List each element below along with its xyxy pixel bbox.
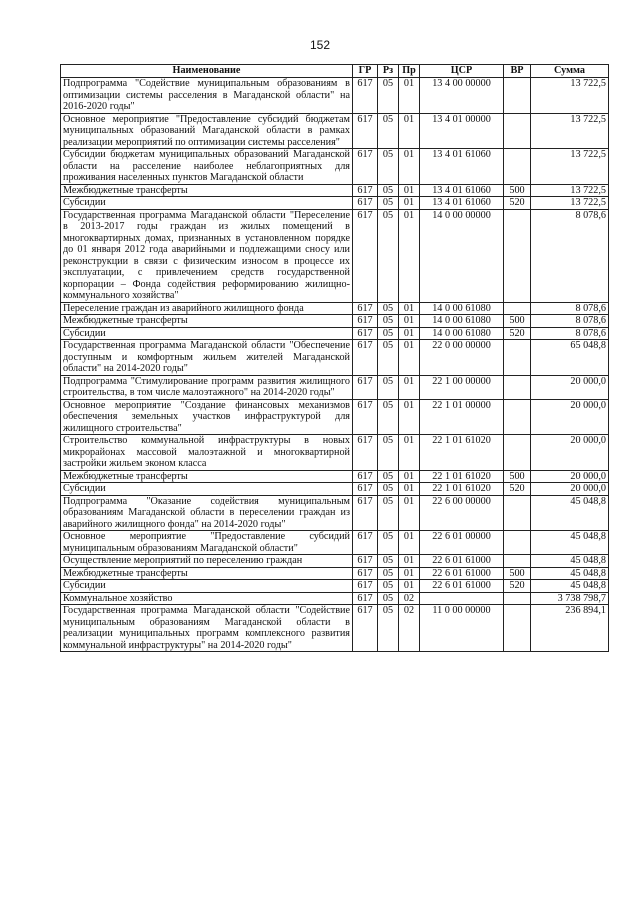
table-row [61,470,609,483]
table-row [61,302,609,315]
table-row [61,555,609,568]
cell-sum: 20 000,0 [531,399,609,435]
cell-pr: 01 [399,495,420,531]
cell-vr: 500 [504,184,531,197]
cell-vr: 520 [504,483,531,496]
cell-rz: 05 [378,302,399,315]
cell-pr: 01 [399,197,420,210]
cell-pr: 01 [399,399,420,435]
table-row [61,580,609,593]
table-row [61,78,609,114]
cell-vr [504,209,531,302]
cell-name: Межбюджетные трансферты [61,315,353,328]
cell-name: Строительство коммунальной инфраструктуры в новых микрорайонах массовой малоэтажной и многоквартирной застройки жильем эконом класса [61,435,353,471]
cell-sum: 8 078,6 [531,302,609,315]
table-row [61,531,609,555]
cell-pr: 01 [399,78,420,114]
cell-csr: 13 4 00 00000 [420,78,504,114]
cell-rz: 05 [378,531,399,555]
cell-csr: 22 6 01 61000 [420,567,504,580]
cell-rz: 05 [378,495,399,531]
cell-csr: 14 0 00 61080 [420,327,504,340]
cell-vr [504,340,531,376]
cell-name: Субсидии [61,327,353,340]
cell-gr: 617 [353,592,378,605]
cell-csr: 22 6 01 61000 [420,555,504,568]
cell-csr: 14 0 00 00000 [420,209,504,302]
cell-gr: 617 [353,184,378,197]
cell-pr: 01 [399,327,420,340]
cell-gr: 617 [353,531,378,555]
cell-gr: 617 [353,435,378,471]
table-row [61,435,609,471]
cell-name: Межбюджетные трансферты [61,184,353,197]
cell-vr [504,531,531,555]
cell-name: Основное мероприятие "Предоставление субсидий муниципальным образованиям Магаданской области" [61,531,353,555]
cell-gr: 617 [353,197,378,210]
cell-rz: 05 [378,184,399,197]
page-number: 152 [309,38,331,52]
cell-sum: 45 048,8 [531,531,609,555]
cell-vr [504,435,531,471]
cell-vr [504,113,531,149]
cell-name: Субсидии бюджетам муниципальных образований Магаданской области на расселение наиболее неблагоприятных для проживания населенных пунктов Магаданской области [61,149,353,185]
table-row [61,327,609,340]
cell-name: Государственная программа Магаданской области "Обеспечение доступным и комфортным жильем жителей Магаданской области" на 2014-2020 годы" [61,340,353,376]
cell-csr: 13 4 01 00000 [420,113,504,149]
cell-csr: 22 1 01 61020 [420,483,504,496]
cell-csr: 22 1 01 61020 [420,435,504,471]
cell-gr: 617 [353,340,378,376]
cell-gr: 617 [353,209,378,302]
cell-vr [504,375,531,399]
header-vr: ВР [504,65,531,78]
cell-gr: 617 [353,580,378,593]
cell-csr: 13 4 01 61060 [420,197,504,210]
table-row [61,113,609,149]
cell-vr [504,605,531,652]
cell-pr: 01 [399,555,420,568]
cell-vr: 500 [504,567,531,580]
cell-rz: 05 [378,340,399,376]
cell-gr: 617 [353,327,378,340]
cell-gr: 617 [353,567,378,580]
cell-rz: 05 [378,592,399,605]
cell-rz: 05 [378,567,399,580]
cell-csr: 14 0 00 61080 [420,315,504,328]
table-body [61,78,609,652]
cell-pr: 01 [399,315,420,328]
cell-vr [504,555,531,568]
table-row [61,375,609,399]
cell-pr: 01 [399,567,420,580]
cell-rz: 05 [378,470,399,483]
cell-pr: 01 [399,470,420,483]
cell-csr: 22 6 00 00000 [420,495,504,531]
cell-sum: 65 048,8 [531,340,609,376]
cell-csr: 13 4 01 61060 [420,184,504,197]
table-row [61,605,609,652]
cell-csr [420,592,504,605]
cell-rz: 05 [378,483,399,496]
cell-rz: 05 [378,580,399,593]
cell-pr: 01 [399,580,420,593]
cell-pr: 01 [399,209,420,302]
cell-vr [504,78,531,114]
cell-rz: 05 [378,435,399,471]
cell-sum: 13 722,5 [531,78,609,114]
cell-name: Основное мероприятие "Предоставление субсидий бюджетам муниципальных образований Магаданской области в рамках реализации мероприятий по оптимизации системы расселения" [61,113,353,149]
cell-pr: 01 [399,184,420,197]
cell-rz: 05 [378,315,399,328]
cell-name: Государственная программа Магаданской области "Переселение в 2013-2017 годы граждан из жилых помещений в многоквартирных домах, признанных в установленном порядке до 01 января 2012 года аварийными и подлежащими сносу или реконструкции в связи с физическим износом в процессе их эксплуатации, с привлечением средств государственной корпорации – Фонда содействия реформированию жилищно-коммунального хозяйства" [61,209,353,302]
cell-csr: 22 1 01 00000 [420,399,504,435]
cell-rz: 05 [378,209,399,302]
cell-vr [504,495,531,531]
cell-name: Межбюджетные трансферты [61,567,353,580]
cell-vr: 500 [504,470,531,483]
cell-pr: 01 [399,531,420,555]
cell-gr: 617 [353,495,378,531]
table-row [61,315,609,328]
cell-vr: 520 [504,197,531,210]
cell-sum: 45 048,8 [531,555,609,568]
header-gr: ГР [353,65,378,78]
cell-pr: 01 [399,113,420,149]
header-csr: ЦСР [420,65,504,78]
cell-rz: 05 [378,399,399,435]
cell-gr: 617 [353,78,378,114]
cell-vr [504,399,531,435]
cell-sum: 20 000,0 [531,483,609,496]
cell-pr: 01 [399,483,420,496]
cell-name: Осуществление мероприятий по переселению граждан [61,555,353,568]
cell-sum: 13 722,5 [531,113,609,149]
table-row [61,483,609,496]
cell-sum: 45 048,8 [531,580,609,593]
cell-name: Подпрограмма "Оказание содействия муниципальным образованиям Магаданской области в переселении граждан из аварийного жилищного фонда" на 2014-2020 годы" [61,495,353,531]
header-pr: Пр [399,65,420,78]
cell-vr: 520 [504,580,531,593]
cell-vr: 500 [504,315,531,328]
table-header-row [61,65,609,78]
cell-name: Государственная программа Магаданской области "Содействие муниципальным образованиям Магаданской области в реализации муниципальных программ комплексного развития коммунальной инфраструктуры" на 2014-2020 годы" [61,605,353,652]
cell-name: Межбюджетные трансферты [61,470,353,483]
table-row [61,197,609,210]
cell-pr: 01 [399,340,420,376]
table-row [61,567,609,580]
cell-pr: 01 [399,149,420,185]
header-rz: Рз [378,65,399,78]
cell-sum: 8 078,6 [531,327,609,340]
cell-name: Субсидии [61,483,353,496]
cell-pr: 01 [399,375,420,399]
cell-vr: 520 [504,327,531,340]
table-row [61,209,609,302]
cell-gr: 617 [353,113,378,149]
cell-sum: 45 048,8 [531,495,609,531]
cell-sum: 45 048,8 [531,567,609,580]
cell-sum: 8 078,6 [531,209,609,302]
cell-csr: 22 1 01 61020 [420,470,504,483]
cell-gr: 617 [353,470,378,483]
cell-gr: 617 [353,605,378,652]
cell-vr [504,302,531,315]
cell-pr: 01 [399,302,420,315]
cell-rz: 05 [378,555,399,568]
cell-rz: 05 [378,327,399,340]
cell-sum: 13 722,5 [531,184,609,197]
header-name: Наименование [61,65,353,78]
table-row [61,592,609,605]
cell-rz: 05 [378,113,399,149]
table-row [61,149,609,185]
cell-csr: 22 0 00 00000 [420,340,504,376]
cell-sum: 3 738 798,7 [531,592,609,605]
cell-name: Переселение граждан из аварийного жилищного фонда [61,302,353,315]
cell-name: Основное мероприятие "Создание финансовых механизмов обеспечения земельных участков инфраструктурой для жилищного строительства" [61,399,353,435]
cell-gr: 617 [353,302,378,315]
cell-rz: 05 [378,375,399,399]
cell-name: Коммунальное хозяйство [61,592,353,605]
cell-sum: 13 722,5 [531,149,609,185]
cell-csr: 22 6 01 00000 [420,531,504,555]
cell-gr: 617 [353,399,378,435]
cell-name: Подпрограмма "Содействие муниципальным образованиям в оптимизации системы расселения в Магаданской области" на 2016-2020 годы" [61,78,353,114]
cell-sum: 8 078,6 [531,315,609,328]
cell-rz: 05 [378,605,399,652]
cell-gr: 617 [353,149,378,185]
cell-rz: 05 [378,197,399,210]
cell-rz: 05 [378,78,399,114]
cell-name: Подпрограмма "Стимулирование программ развития жилищного строительства, в том числе малоэтажного" на 2014-2020 годы" [61,375,353,399]
cell-rz: 05 [378,149,399,185]
cell-pr: 01 [399,435,420,471]
table-row [61,399,609,435]
header-sum: Сумма [531,65,609,78]
cell-sum: 13 722,5 [531,197,609,210]
cell-sum: 20 000,0 [531,470,609,483]
cell-gr: 617 [353,315,378,328]
cell-sum: 20 000,0 [531,435,609,471]
cell-name: Субсидии [61,580,353,593]
cell-gr: 617 [353,555,378,568]
cell-csr: 13 4 01 61060 [420,149,504,185]
cell-csr: 22 6 01 61000 [420,580,504,593]
cell-vr [504,592,531,605]
cell-pr: 02 [399,592,420,605]
cell-gr: 617 [353,375,378,399]
cell-sum: 20 000,0 [531,375,609,399]
table-row [61,184,609,197]
cell-sum: 236 894,1 [531,605,609,652]
cell-gr: 617 [353,483,378,496]
cell-vr [504,149,531,185]
table-row [61,495,609,531]
budget-table [60,64,609,652]
cell-csr: 11 0 00 00000 [420,605,504,652]
cell-csr: 22 1 00 00000 [420,375,504,399]
cell-csr: 14 0 00 61080 [420,302,504,315]
table-row [61,340,609,376]
cell-name: Субсидии [61,197,353,210]
cell-pr: 02 [399,605,420,652]
